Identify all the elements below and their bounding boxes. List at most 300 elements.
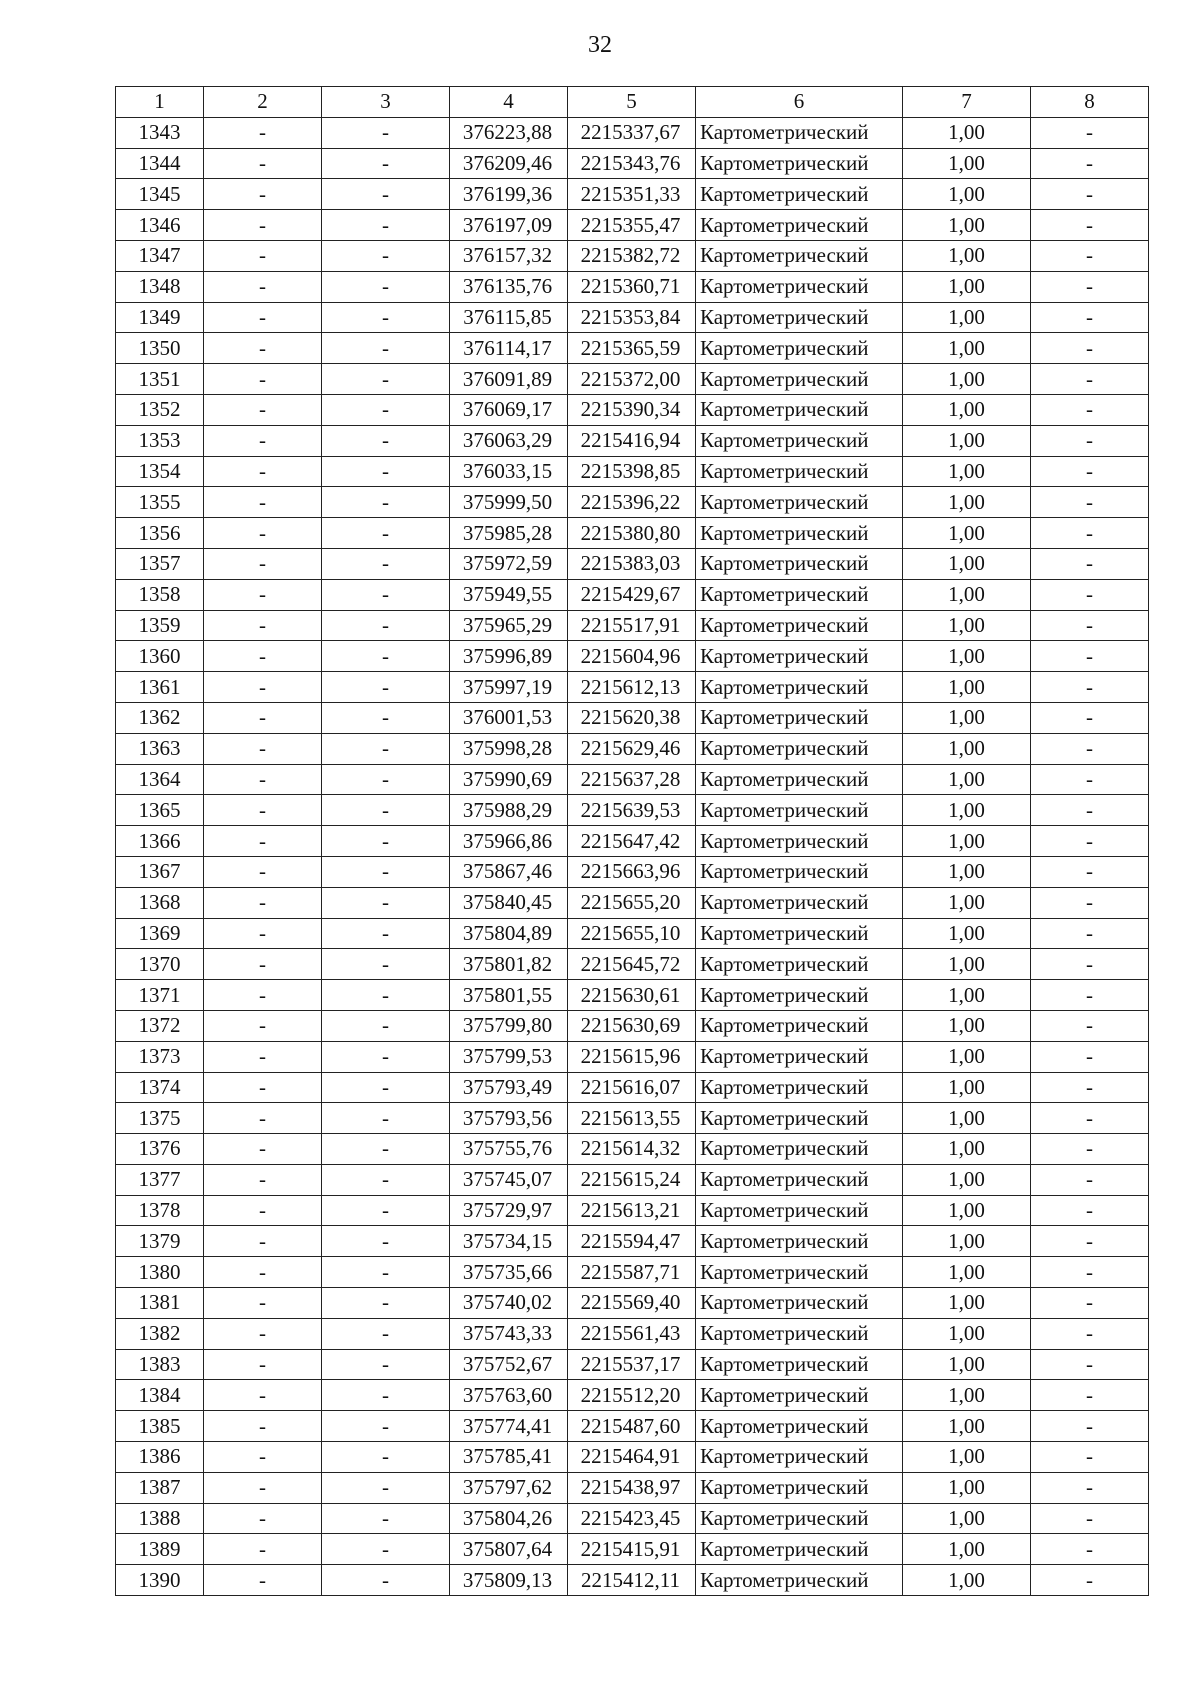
table-row [116,733,1149,764]
accuracy-cell: 1,00 [903,240,1031,271]
column-2-cell: - [204,1257,322,1288]
point-number-cell: 1388 [116,1503,204,1534]
method-cell: Картометрический [696,764,903,795]
point-number-cell: 1382 [116,1318,204,1349]
method-cell: Картометрический [696,1565,903,1596]
column-2-cell: - [204,1134,322,1165]
table-row [116,456,1149,487]
point-number-cell: 1357 [116,548,204,579]
accuracy-cell: 1,00 [903,1226,1031,1257]
x-coordinate-cell: 375966,86 [450,826,568,857]
method-cell: Картометрический [696,1041,903,1072]
x-coordinate-cell: 375755,76 [450,1134,568,1165]
column-2-cell: - [204,487,322,518]
point-number-cell: 1355 [116,487,204,518]
column-header: 2 [204,87,322,118]
point-number-cell: 1366 [116,826,204,857]
method-cell: Картометрический [696,456,903,487]
point-number-cell: 1372 [116,1010,204,1041]
method-cell: Картометрический [696,548,903,579]
y-coordinate-cell: 2215337,67 [568,117,696,148]
point-number-cell: 1383 [116,1349,204,1380]
x-coordinate-cell: 376091,89 [450,364,568,395]
point-number-cell: 1359 [116,610,204,641]
column-3-cell: - [322,210,450,241]
method-cell: Картометрический [696,1472,903,1503]
table-row [116,887,1149,918]
x-coordinate-cell: 375740,02 [450,1288,568,1319]
column-3-cell: - [322,1534,450,1565]
column-3-cell: - [322,672,450,703]
x-coordinate-cell: 375785,41 [450,1442,568,1473]
column-3-cell: - [322,795,450,826]
accuracy-cell: 1,00 [903,271,1031,302]
x-coordinate-cell: 375972,59 [450,548,568,579]
column-3-cell: - [322,117,450,148]
method-cell: Картометрический [696,1010,903,1041]
column-3-cell: - [322,1288,450,1319]
accuracy-cell: 1,00 [903,826,1031,857]
method-cell: Картометрический [696,518,903,549]
column-8-cell: - [1031,1288,1149,1319]
table-row [116,856,1149,887]
column-8-cell: - [1031,487,1149,518]
column-2-cell: - [204,333,322,364]
column-8-cell: - [1031,394,1149,425]
column-3-cell: - [322,764,450,795]
x-coordinate-cell: 375990,69 [450,764,568,795]
column-2-cell: - [204,1349,322,1380]
table-row [116,240,1149,271]
column-2-cell: - [204,1380,322,1411]
column-3-cell: - [322,1442,450,1473]
method-cell: Картометрический [696,826,903,857]
point-number-cell: 1344 [116,148,204,179]
column-8-cell: - [1031,1503,1149,1534]
accuracy-cell: 1,00 [903,918,1031,949]
point-number-cell: 1385 [116,1411,204,1442]
column-3-cell: - [322,1411,450,1442]
y-coordinate-cell: 2215630,61 [568,980,696,1011]
x-coordinate-cell: 375804,89 [450,918,568,949]
method-cell: Картометрический [696,240,903,271]
column-3-cell: - [322,826,450,857]
column-3-cell: - [322,1164,450,1195]
y-coordinate-cell: 2215569,40 [568,1288,696,1319]
accuracy-cell: 1,00 [903,1349,1031,1380]
table-row [116,364,1149,395]
method-cell: Картометрический [696,117,903,148]
column-2-cell: - [204,364,322,395]
column-3-cell: - [322,302,450,333]
table-row [116,1257,1149,1288]
accuracy-cell: 1,00 [903,1164,1031,1195]
column-2-cell: - [204,980,322,1011]
table-row [116,117,1149,148]
column-3-cell: - [322,949,450,980]
method-cell: Картометрический [696,425,903,456]
y-coordinate-cell: 2215396,22 [568,487,696,518]
method-cell: Картометрический [696,1164,903,1195]
accuracy-cell: 1,00 [903,1195,1031,1226]
column-8-cell: - [1031,610,1149,641]
method-cell: Картометрический [696,1411,903,1442]
method-cell: Картометрический [696,1072,903,1103]
method-cell: Картометрический [696,1257,903,1288]
x-coordinate-cell: 375799,80 [450,1010,568,1041]
point-number-cell: 1343 [116,117,204,148]
column-2-cell: - [204,826,322,857]
column-2-cell: - [204,764,322,795]
column-3-cell: - [322,456,450,487]
column-3-cell: - [322,394,450,425]
x-coordinate-cell: 375734,15 [450,1226,568,1257]
y-coordinate-cell: 2215639,53 [568,795,696,826]
column-8-cell: - [1031,518,1149,549]
accuracy-cell: 1,00 [903,179,1031,210]
column-3-cell: - [322,1072,450,1103]
table-row [116,1503,1149,1534]
x-coordinate-cell: 375793,56 [450,1103,568,1134]
table-row [116,179,1149,210]
accuracy-cell: 1,00 [903,949,1031,980]
y-coordinate-cell: 2215615,24 [568,1164,696,1195]
column-3-cell: - [322,333,450,364]
table-row [116,579,1149,610]
column-3-cell: - [322,1257,450,1288]
point-number-cell: 1379 [116,1226,204,1257]
column-8-cell: - [1031,579,1149,610]
y-coordinate-cell: 2215398,85 [568,456,696,487]
column-8-cell: - [1031,1103,1149,1134]
x-coordinate-cell: 375988,29 [450,795,568,826]
table-row [116,1288,1149,1319]
column-3-cell: - [322,641,450,672]
y-coordinate-cell: 2215612,13 [568,672,696,703]
table-row [116,1534,1149,1565]
column-8-cell: - [1031,548,1149,579]
column-8-cell: - [1031,364,1149,395]
column-2-cell: - [204,1503,322,1534]
y-coordinate-cell: 2215423,45 [568,1503,696,1534]
y-coordinate-cell: 2215415,91 [568,1534,696,1565]
accuracy-cell: 1,00 [903,1380,1031,1411]
table-header-row [116,87,1149,118]
coordinates-table [115,86,1149,1596]
table-row [116,1442,1149,1473]
y-coordinate-cell: 2215343,76 [568,148,696,179]
table-row [116,518,1149,549]
column-2-cell: - [204,148,322,179]
point-number-cell: 1386 [116,1442,204,1473]
table-row [116,1010,1149,1041]
y-coordinate-cell: 2215464,91 [568,1442,696,1473]
x-coordinate-cell: 376001,53 [450,702,568,733]
point-number-cell: 1389 [116,1534,204,1565]
column-8-cell: - [1031,795,1149,826]
method-cell: Картометрический [696,918,903,949]
point-number-cell: 1361 [116,672,204,703]
column-8-cell: - [1031,1257,1149,1288]
column-header: 4 [450,87,568,118]
point-number-cell: 1374 [116,1072,204,1103]
column-header: 3 [322,87,450,118]
table-row [116,1349,1149,1380]
point-number-cell: 1378 [116,1195,204,1226]
accuracy-cell: 1,00 [903,333,1031,364]
method-cell: Картометрический [696,1349,903,1380]
column-8-cell: - [1031,1472,1149,1503]
x-coordinate-cell: 375763,60 [450,1380,568,1411]
accuracy-cell: 1,00 [903,1318,1031,1349]
accuracy-cell: 1,00 [903,980,1031,1011]
method-cell: Картометрический [696,394,903,425]
column-2-cell: - [204,1534,322,1565]
point-number-cell: 1363 [116,733,204,764]
point-number-cell: 1390 [116,1565,204,1596]
table-row [116,1226,1149,1257]
column-8-cell: - [1031,456,1149,487]
x-coordinate-cell: 376197,09 [450,210,568,241]
x-coordinate-cell: 375745,07 [450,1164,568,1195]
y-coordinate-cell: 2215517,91 [568,610,696,641]
column-8-cell: - [1031,980,1149,1011]
accuracy-cell: 1,00 [903,1288,1031,1319]
y-coordinate-cell: 2215655,20 [568,887,696,918]
y-coordinate-cell: 2215587,71 [568,1257,696,1288]
x-coordinate-cell: 375729,97 [450,1195,568,1226]
x-coordinate-cell: 375743,33 [450,1318,568,1349]
table-row [116,148,1149,179]
column-2-cell: - [204,733,322,764]
accuracy-cell: 1,00 [903,117,1031,148]
table-row [116,425,1149,456]
point-number-cell: 1370 [116,949,204,980]
x-coordinate-cell: 376157,32 [450,240,568,271]
x-coordinate-cell: 376135,76 [450,271,568,302]
x-coordinate-cell: 376223,88 [450,117,568,148]
y-coordinate-cell: 2215429,67 [568,579,696,610]
column-8-cell: - [1031,302,1149,333]
table-row [116,795,1149,826]
y-coordinate-cell: 2215382,72 [568,240,696,271]
column-2-cell: - [204,795,322,826]
accuracy-cell: 1,00 [903,148,1031,179]
point-number-cell: 1365 [116,795,204,826]
column-2-cell: - [204,856,322,887]
point-number-cell: 1345 [116,179,204,210]
column-3-cell: - [322,548,450,579]
column-2-cell: - [204,579,322,610]
column-3-cell: - [322,518,450,549]
y-coordinate-cell: 2215655,10 [568,918,696,949]
column-header: 1 [116,87,204,118]
y-coordinate-cell: 2215380,80 [568,518,696,549]
x-coordinate-cell: 376209,46 [450,148,568,179]
accuracy-cell: 1,00 [903,364,1031,395]
method-cell: Картометрический [696,1380,903,1411]
accuracy-cell: 1,00 [903,425,1031,456]
column-2-cell: - [204,918,322,949]
column-3-cell: - [322,579,450,610]
accuracy-cell: 1,00 [903,1041,1031,1072]
method-cell: Картометрический [696,949,903,980]
column-2-cell: - [204,949,322,980]
column-2-cell: - [204,641,322,672]
x-coordinate-cell: 375801,82 [450,949,568,980]
accuracy-cell: 1,00 [903,1472,1031,1503]
table-row [116,1318,1149,1349]
column-8-cell: - [1031,1072,1149,1103]
point-number-cell: 1360 [116,641,204,672]
accuracy-cell: 1,00 [903,1503,1031,1534]
column-8-cell: - [1031,1534,1149,1565]
point-number-cell: 1350 [116,333,204,364]
column-8-cell: - [1031,425,1149,456]
column-header: 7 [903,87,1031,118]
column-8-cell: - [1031,1442,1149,1473]
x-coordinate-cell: 376063,29 [450,425,568,456]
table-row [116,1195,1149,1226]
point-number-cell: 1351 [116,364,204,395]
y-coordinate-cell: 2215416,94 [568,425,696,456]
accuracy-cell: 1,00 [903,579,1031,610]
point-number-cell: 1349 [116,302,204,333]
accuracy-cell: 1,00 [903,641,1031,672]
column-3-cell: - [322,1041,450,1072]
y-coordinate-cell: 2215647,42 [568,826,696,857]
table-row [116,333,1149,364]
x-coordinate-cell: 375809,13 [450,1565,568,1596]
y-coordinate-cell: 2215365,59 [568,333,696,364]
column-2-cell: - [204,1288,322,1319]
column-2-cell: - [204,456,322,487]
accuracy-cell: 1,00 [903,887,1031,918]
x-coordinate-cell: 375797,62 [450,1472,568,1503]
accuracy-cell: 1,00 [903,795,1031,826]
x-coordinate-cell: 375999,50 [450,487,568,518]
method-cell: Картометрический [696,1288,903,1319]
table-row [116,1072,1149,1103]
y-coordinate-cell: 2215614,32 [568,1134,696,1165]
y-coordinate-cell: 2215353,84 [568,302,696,333]
point-number-cell: 1362 [116,702,204,733]
point-number-cell: 1375 [116,1103,204,1134]
column-2-cell: - [204,1318,322,1349]
method-cell: Картометрический [696,148,903,179]
method-cell: Картометрический [696,271,903,302]
point-number-cell: 1387 [116,1472,204,1503]
x-coordinate-cell: 376199,36 [450,179,568,210]
table-row [116,672,1149,703]
method-cell: Картометрический [696,1318,903,1349]
column-2-cell: - [204,117,322,148]
accuracy-cell: 1,00 [903,610,1031,641]
column-2-cell: - [204,1472,322,1503]
y-coordinate-cell: 2215615,96 [568,1041,696,1072]
column-header: 8 [1031,87,1149,118]
table-row [116,1411,1149,1442]
accuracy-cell: 1,00 [903,702,1031,733]
y-coordinate-cell: 2215629,46 [568,733,696,764]
column-header: 6 [696,87,903,118]
x-coordinate-cell: 376114,17 [450,333,568,364]
accuracy-cell: 1,00 [903,1411,1031,1442]
point-number-cell: 1346 [116,210,204,241]
point-number-cell: 1381 [116,1288,204,1319]
column-3-cell: - [322,1503,450,1534]
column-8-cell: - [1031,672,1149,703]
table-row [116,1041,1149,1072]
point-number-cell: 1354 [116,456,204,487]
point-number-cell: 1377 [116,1164,204,1195]
y-coordinate-cell: 2215613,55 [568,1103,696,1134]
x-coordinate-cell: 375840,45 [450,887,568,918]
column-8-cell: - [1031,887,1149,918]
column-2-cell: - [204,302,322,333]
column-8-cell: - [1031,210,1149,241]
column-8-cell: - [1031,179,1149,210]
table-row [116,641,1149,672]
x-coordinate-cell: 376069,17 [450,394,568,425]
column-8-cell: - [1031,733,1149,764]
column-2-cell: - [204,610,322,641]
y-coordinate-cell: 2215412,11 [568,1565,696,1596]
column-8-cell: - [1031,1318,1149,1349]
column-3-cell: - [322,1134,450,1165]
table-row [116,918,1149,949]
column-8-cell: - [1031,826,1149,857]
table-row [116,302,1149,333]
x-coordinate-cell: 375799,53 [450,1041,568,1072]
column-8-cell: - [1031,117,1149,148]
x-coordinate-cell: 375735,66 [450,1257,568,1288]
column-8-cell: - [1031,148,1149,179]
point-number-cell: 1368 [116,887,204,918]
column-2-cell: - [204,210,322,241]
column-8-cell: - [1031,1195,1149,1226]
x-coordinate-cell: 375965,29 [450,610,568,641]
point-number-cell: 1352 [116,394,204,425]
column-2-cell: - [204,1164,322,1195]
table-row [116,826,1149,857]
x-coordinate-cell: 375996,89 [450,641,568,672]
method-cell: Картометрический [696,980,903,1011]
accuracy-cell: 1,00 [903,1565,1031,1596]
column-3-cell: - [322,610,450,641]
column-2-cell: - [204,1010,322,1041]
table-row [116,1134,1149,1165]
column-8-cell: - [1031,1411,1149,1442]
point-number-cell: 1367 [116,856,204,887]
x-coordinate-cell: 376115,85 [450,302,568,333]
column-2-cell: - [204,702,322,733]
y-coordinate-cell: 2215438,97 [568,1472,696,1503]
column-2-cell: - [204,1103,322,1134]
y-coordinate-cell: 2215613,21 [568,1195,696,1226]
column-2-cell: - [204,1565,322,1596]
y-coordinate-cell: 2215594,47 [568,1226,696,1257]
column-3-cell: - [322,179,450,210]
accuracy-cell: 1,00 [903,1134,1031,1165]
column-header: 5 [568,87,696,118]
accuracy-cell: 1,00 [903,1010,1031,1041]
column-2-cell: - [204,1411,322,1442]
column-3-cell: - [322,1226,450,1257]
accuracy-cell: 1,00 [903,672,1031,703]
column-2-cell: - [204,1226,322,1257]
y-coordinate-cell: 2215537,17 [568,1349,696,1380]
